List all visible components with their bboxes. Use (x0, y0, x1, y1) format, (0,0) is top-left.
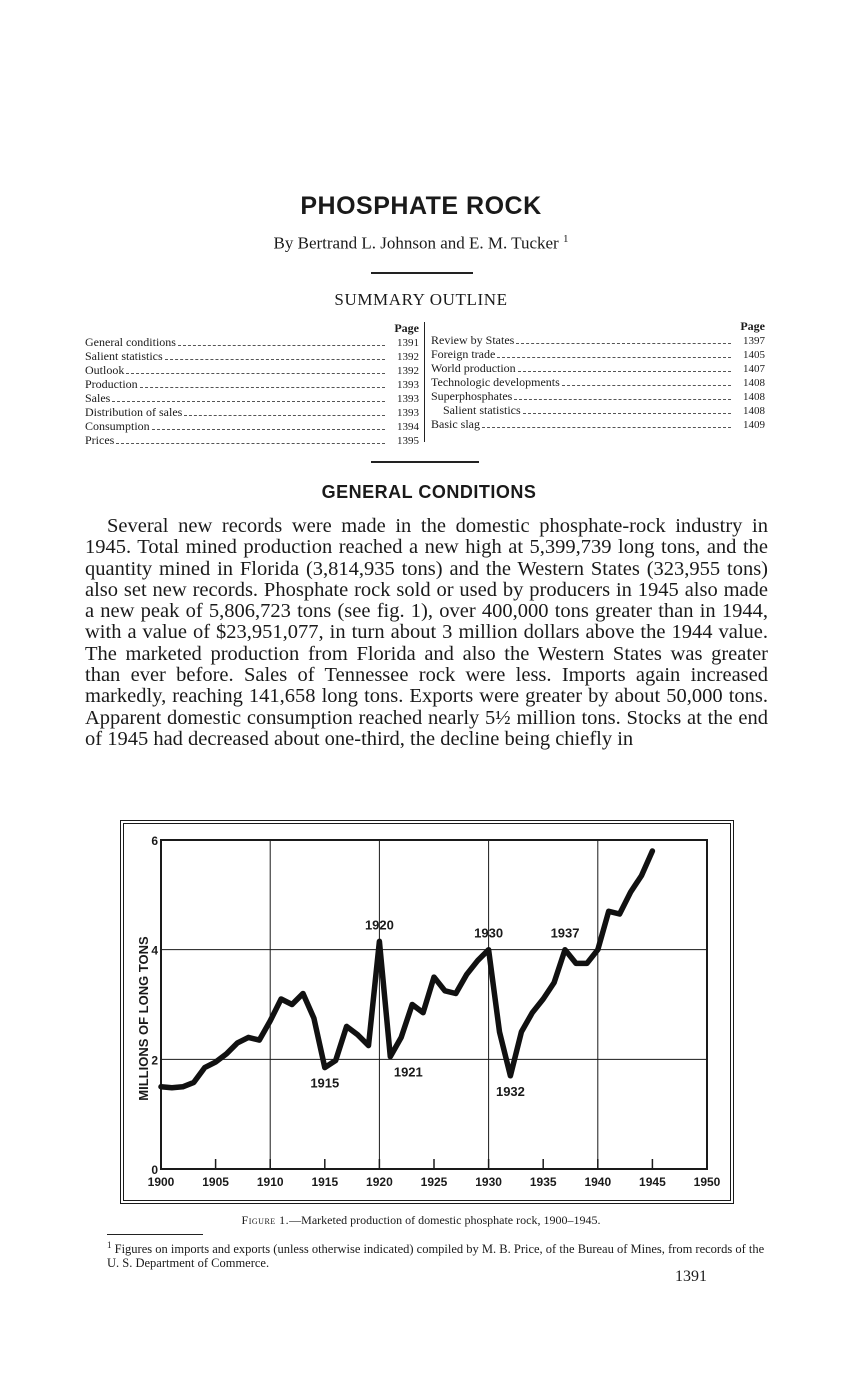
leader-dots (178, 344, 385, 346)
y-tick-label: 0 (151, 1163, 158, 1177)
outline-entry (431, 418, 765, 432)
outline-entry-label: General conditions (85, 335, 176, 349)
outline-entry-label: Distribution of sales (85, 405, 183, 419)
x-tick-label: 1935 (529, 1175, 557, 1189)
data-annotation: 1937 (550, 925, 580, 941)
outline-entry (85, 336, 419, 350)
footnote-text: Figures on imports and exports (unless otherwise indicated) compiled by M. B. Price, of the Bureau of Mines, from records of the U. S. Department of Commerce. (107, 1242, 765, 1271)
footnote-rule (107, 1234, 203, 1235)
outline-entry (431, 390, 765, 404)
footnote-number: 1 (107, 1240, 112, 1250)
y-tick-label: 2 (151, 1053, 158, 1068)
outline-entry-page: 1405 (743, 349, 765, 361)
x-tick-label: 1925 (420, 1175, 448, 1189)
outline-entry-page: 1394 (397, 421, 419, 433)
leader-dots (518, 370, 731, 372)
outline-entry-label: Production (85, 377, 138, 391)
outline-entry (431, 376, 765, 390)
leader-dots (184, 414, 385, 416)
leader-dots (514, 398, 731, 400)
plot-area (161, 840, 707, 1169)
divider (371, 272, 473, 274)
outline-left-column (85, 322, 419, 448)
leader-dots (140, 386, 385, 388)
outline-entry-page: 1392 (397, 351, 419, 363)
outline-right-column (431, 320, 765, 432)
outline-entry-page: 1408 (743, 377, 765, 389)
page-title: PHOSPHATE ROCK (300, 192, 542, 220)
y-tick-label: 6 (151, 834, 158, 848)
summary-outline-title: SUMMARY OUTLINE (334, 290, 508, 309)
authors: By Bertrand L. Johnson and E. M. Tucker (273, 233, 559, 253)
outline-entry-page: 1408 (743, 405, 765, 417)
page-number: 1391 (675, 1268, 707, 1285)
data-annotation: 1921 (393, 1064, 423, 1080)
x-tick-label: 1910 (256, 1175, 284, 1189)
leader-dots (165, 358, 385, 360)
outline-entry-page: 1393 (397, 393, 419, 405)
outline-entry (85, 406, 419, 420)
x-tick-label: 1940 (584, 1175, 612, 1189)
x-tick-label: 1920 (366, 1175, 393, 1189)
figure-caption (0, 1213, 842, 1228)
outline-entry-label: Salient statistics (443, 403, 521, 417)
leader-dots (112, 400, 385, 402)
outline-entry-label: Basic slag (431, 417, 480, 431)
outline-entry (431, 362, 765, 376)
body-paragraph: Several new records were made in the domestic phosphate-rock industry in 1945. Total mined production reached a new high at 5,399,739 long tons, and the quantity mined in Florida (3,814,935 tons) and the Western States (323,955 tons) also set new records. Phosphate rock sold or used by producers in 1945 also made a new peak of 5,806,723 tons (see fig. 1), over 400,000 tons greater than in 1944, with a value of $23,951,077, in turn about 3 million dollars above the 1944 value. The marketed production from Florida and also the Western States was greater than ever before. Sales of Tennessee rock were less. Imports again increased markedly, reaching 141,658 long tons. Exports were greater by about 50,000 tons. Apparent domestic consumption reached nearly 5½ million tons. Stocks at the end of 1945 had decreased about one-third, the decline being chiefly in (85, 515, 768, 750)
outline-entry-page: 1391 (397, 337, 419, 349)
data-annotation: 1915 (310, 1075, 340, 1091)
section-title: GENERAL CONDITIONS (321, 482, 537, 502)
series-line (161, 851, 652, 1088)
x-tick-label: 1945 (639, 1175, 666, 1189)
x-tick-label: 1900 (147, 1175, 175, 1189)
leader-dots (152, 428, 385, 430)
outline-entry-label: Salient statistics (85, 349, 163, 363)
figure-caption-text: —Marketed production of domestic phosphate rock, 1900–1945. (289, 1213, 601, 1227)
outline-entry-label: Technologic developments (431, 375, 560, 389)
outline-entry-page: 1407 (743, 363, 765, 375)
x-tick-label: 1905 (202, 1175, 229, 1189)
outline-entry (85, 392, 419, 406)
outline-entry-label: Outlook (85, 363, 125, 377)
page-column-heading: Page (740, 319, 765, 333)
outline-entry (85, 364, 419, 378)
byline (0, 233, 842, 254)
footnote (107, 1238, 779, 1270)
outline-entry (85, 350, 419, 364)
outline-entry-page: 1393 (397, 379, 419, 391)
leader-dots (116, 442, 385, 444)
x-tick-label: 1930 (475, 1175, 502, 1189)
leader-dots (523, 412, 731, 414)
y-tick-label: 4 (151, 943, 158, 958)
x-tick-label: 1915 (311, 1175, 339, 1189)
outline-entry-label: Consumption (85, 419, 150, 433)
outline-entry-label: Foreign trade (431, 347, 496, 361)
outline-entry-page: 1408 (743, 391, 765, 403)
footnote-reference: 1 (562, 233, 569, 245)
leader-dots (562, 384, 731, 386)
outline-entry (85, 378, 419, 392)
outline-entry-page: 1409 (743, 419, 765, 431)
outline-entry-label: Prices (85, 433, 115, 447)
data-annotation: 1932 (495, 1083, 525, 1099)
outline-entry (85, 420, 419, 434)
outline-column-divider (424, 322, 425, 442)
leader-dots (482, 426, 731, 428)
outline-entry (431, 348, 765, 362)
leader-dots (497, 356, 731, 358)
outline-entry (431, 334, 765, 348)
divider (371, 461, 479, 463)
outline-entry (431, 404, 765, 418)
outline-entry-label: Sales (85, 391, 111, 405)
data-annotation: 1920 (364, 917, 394, 933)
production-chart (124, 824, 730, 1200)
outline-entry-label: Review by States (431, 333, 515, 347)
outline-entry-page: 1397 (743, 335, 765, 347)
leader-dots (516, 342, 731, 344)
data-annotation: 1930 (474, 925, 504, 941)
page-column-heading: Page (394, 321, 419, 335)
outline-entry-page: 1392 (397, 365, 419, 377)
outline-entry-page: 1393 (397, 407, 419, 419)
outline-entry (85, 434, 419, 448)
y-axis-label: MILLIONS OF LONG TONS (136, 936, 151, 1101)
leader-dots (126, 372, 385, 374)
outline-entry-label: World production (431, 361, 516, 375)
x-tick-label: 1950 (693, 1175, 721, 1189)
outline-entry-label: Superphosphates (431, 389, 513, 403)
figure-label: Figure 1. (241, 1213, 290, 1227)
outline-entry-page: 1395 (397, 435, 419, 447)
